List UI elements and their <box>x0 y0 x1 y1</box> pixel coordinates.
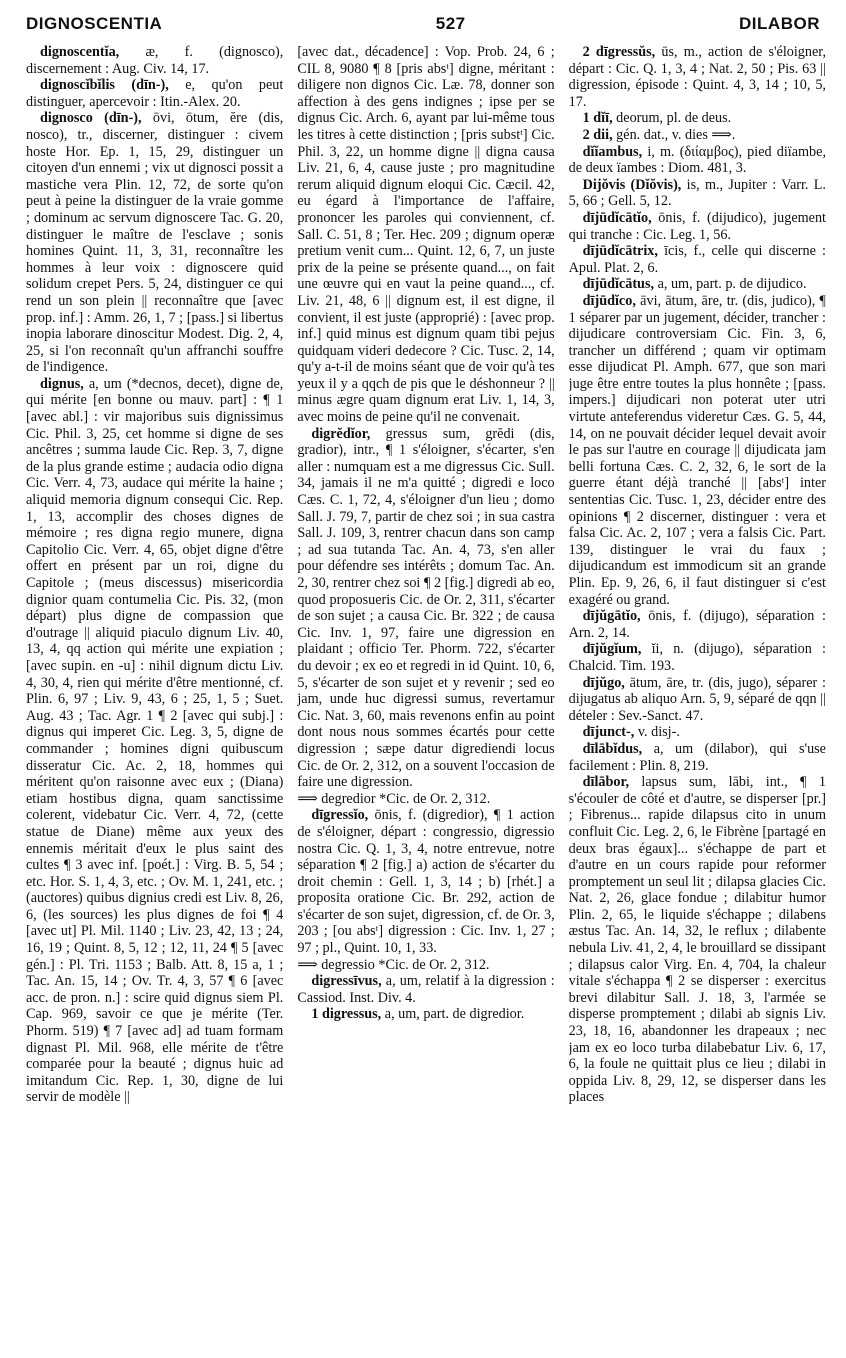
dictionary-entry <box>569 724 826 741</box>
dictionary-entry <box>297 807 554 956</box>
entry-headword: dījŭgĭum, <box>582 641 642 658</box>
dictionary-entry <box>569 243 826 276</box>
dictionary-entry <box>569 210 826 243</box>
entry-definition: a, um, part. p. de dijudico. <box>657 276 807 293</box>
entry-definition: ūs, m., action de s'éloigner, départ : Cic. Q. 1, 3, 4 ; Nat. 2, 50 ; Pis. 63 || digression, épisode : Quint. 4, 3, 14 ; 10, 5, 17. <box>568 44 826 110</box>
entry-headword: 1 dĭī, <box>582 110 613 127</box>
entry-headword: digrĕdĭor, <box>311 425 371 442</box>
entry-headword: 1 digressus, <box>311 1006 382 1023</box>
dictionary-entry <box>569 144 826 177</box>
entry-headword: dījŭgo, <box>582 674 625 691</box>
dictionary-entry <box>297 791 554 808</box>
dictionary-entry <box>297 426 554 791</box>
entry-definition: a, um (*decnos, decet), digne de, qui mérite [en bonne ou mauv. part] : ¶ 1 [avec abl.] : vir majoribus suis dignissimus Cic. Phil. 3, 25, cet homme si digne de ses ancêtres ; summa laude Cic. Rep. 3, 7, digne de la plus grande estime ; audacia odio digna Cic. Verr. 4, 73, audace qui mérite la haine ; aliquid memoria dignum consequi Cic. Rep. 1, 13, accomplir des choses dignes de mémoire ; res digna regio munere, digna Capitolio Cic. Verr. 4, 65, objet digne d'être offert en présent par un roi, digne du Capitole ; (meus discessus) misericordia dignior quam contumelia Cic. Pis. 32, (mon départ) plus digne de compassion que d'outrage || aliquid piaculo dignum Liv. 40, 13, 4, qq action qui mérite une expiation ; [avec supin. en -u] : nihil dignum dictu Liv. 4, 30, 4, rien qui mérite d'être mentionné, cf. Plin. 6, 97 ; Liv. 9, 43, 6 ; 25, 1, 5 ; Suet. Aug. 43 ; Tac. Agr. 1 ¶ 2 [avec qui subj.] : dignus qui imperet Cic. Leg. 3, 5, digne de commander ; homines digni quibuscum disseratur Cic. Ac. 2, 18, hommes qui méritent qu'on raisonne avec eux ; (Diana) etiam hostibus digna, quam sanctissime colerent, videbatur Cic. Verr. 4, 72, (cette statue de Diane) même aux yeux des ennemis méritait d'eux le plus saint des cultes ¶ 3 avec inf. [poét.] : Virg. B. 5, 54 ; etc. Hor. S. 1, 4, 3, etc. ; Ov. M. 1, 241, etc. ; (auctores) quibus dignius credi est Liv. 8, 26, 6, (les sources) les plus dignes de foi ¶ 4 [avec ut] Pl. Mil. 1140 ; Liv. 23, 42, 13 ; 24, 16, 19 ; Quint. 8, 5, 12 ; 12, 11, 24 ¶ 5 [avec gén.] : Pl. Tri. 1153 ; Balb. Att. 8, 15 a, 1 ; Tac. An. 15, 14 ; Ov. Tr. 4, 3, 57 ¶ 6 [avec acc. de pron. n.] : scire quid dignus siem Pl. Cap. 969, savoir ce que je mérite (Ter. Phorm. 519) ¶ 7 [avec ad] ad tuam formam dignast Pl. Mil. 968, elle mérite de t'être comparée pour la beauté ; dignus huic ad imitandum Cic. Rep. 1, 30, digne de lui servir de modèle || <box>26 375 284 1106</box>
dictionary-entry <box>297 973 554 1006</box>
entry-headword: 2 dīgressŭs, <box>582 44 656 60</box>
dictionary-entry <box>569 293 826 608</box>
column-1 <box>26 44 283 1350</box>
entry-headword: dignoscentĭa, <box>40 44 120 60</box>
entry-headword: Dijŏvis (Dĭŏvis), <box>582 176 682 193</box>
entry-headword: dījŭgātĭo, <box>582 608 641 625</box>
dictionary-entry <box>569 774 826 1106</box>
entry-definition: [avec dat., décadence] : Vop. Prob. 24, 6 ; CIL 8, 9080 ¶ 8 [pris absᵗ] digne, méritant : diligere non dignos Cic. Læ. 78, donner son affection à des gens indignes ; ipse per se dignus Cic. Arch. 6, ayant par lui-même tous les titres à cette distinction ; [pris substᵗ] Cic. Phil. 3, 22, un homme digne || digna causa Liv. 21, 6, 4, cause juste ; pro magnitudine rerum aliquid dignum eloqui Cic. Cæcil. 42, eu égard à l'importance de l'affaire, prononcer les paroles qui conviennent, cf. Sall. C. 51, 8 ; Ter. Hec. 209 ; dignum operæ pretium venit cum... Quint. 12, 6, 7, un juste prix de la peine se présente quand..., on fait une œuvre qui en vaut la peine quand..., cf. Liv. 21, 48, 6 || dignum est, il est digne, il convient, il est juste (approprié) : [avec prop. inf.] quid minus est dignum quam tibi pejus quidquam videri dedecore ? Cic. Tusc. 2, 14, qu'y a-t-il de moins séant que de voir qu'à tes yeux il y a qqch de pis que le déshonneur ? || minus ægre quam dignum erat Liv. 1, 14, 3, avec moins de peine qu'il ne convenait. <box>297 44 555 426</box>
dictionary-entry <box>569 110 826 127</box>
entry-definition: v. disj-. <box>637 724 680 741</box>
dictionary-entry <box>26 44 283 77</box>
dictionary-entry <box>569 177 826 210</box>
entry-headword: dignoscĭbĭlis (dīn-), <box>40 77 169 94</box>
entry-definition: īcis, f., celle qui discerne : Apul. Plat. 2, 6. <box>568 243 826 276</box>
entry-definition: a, um, part. de digredior. <box>384 1006 525 1023</box>
entry-definition: āvi, ātum, āre, tr. (dis, judico), ¶ 1 séparer par un jugement, décider, trancher : dijudicare controversiam Cic. Fin. 3, 6, trancher un différend ; quam vir optimam esse dijudicat Pl. Amph. 677, que son mari juge être entre toutes la plus honnête ; [pass. impers.] dijudicari non poterat uter utri virtute anteferendus videretur Cæs. G. 5, 44, 14, on ne pouvait décider lequel devait avoir le pas sur l'autre en courage || dijudicata jam belli fortuna Cæs. C. 2, 32, 6, le sort de la guerre étant déjà tranché || [absᵗ] inter sententias Cic. Tusc. 1, 23, décider entre des opinions ¶ 2 discerner, distinguer : vera et falsa Cic. Ac. 2, 107 ; vera a falsis Cic. Part. 139, distinguer le vrai du faux ; dijudicandum est immodicum sit an grande Plin. Ep. 9, 26, 6, il faut distinguer si c'est exagéré ou grand. <box>568 292 826 608</box>
dictionary-entry <box>569 608 826 641</box>
entry-definition: a, um (dilabor), qui s'use facilement : Plin. 8, 219. <box>568 740 826 774</box>
entry-definition: gén. dat., v. dies ⟹. <box>616 126 736 143</box>
entry-definition: ĭi, n. (dijugo), séparation : Chalcid. Tim. 193. <box>568 641 826 674</box>
dictionary-entry <box>569 741 826 774</box>
entry-definition: i, m. (διίαμβος), pied diïambe, de deux ïambes : Diom. 481, 3. <box>568 143 826 177</box>
entry-definition: ōnis, f. (dijugo), séparation : Arn. 2, 14. <box>568 608 826 641</box>
column-3 <box>569 44 826 1350</box>
entry-definition: e, qu'on peut distinguer, apercevoir : Itin.-Alex. 20. <box>26 77 284 110</box>
entry-definition: ōnis, f. (digredior), ¶ 1 action de s'éloigner, départ : congressio, digressio nostra Cic. Q. 1, 3, 4, notre entrevue, notre séparation ¶ 2 [fig.] a) action de s'écarter du droit chemin : Gell. 1, 3, 14 ; b) [rhét.] a proposita oratione Cic. Br. 292, action de s'écarter de son sujet, digression, cf. de Or. 3, 203 ; [ou absᵗ] digression : Cic. Inv. 1, 27 ; 97 ; pl., Quint. 10, 1, 33. <box>297 807 555 957</box>
entry-headword: dījūdĭco, <box>582 292 636 309</box>
entry-definition: ōnis, f. (dijudico), jugement qui tranche : Cic. Leg. 1, 56. <box>568 209 826 243</box>
entry-definition: ōvi, ōtum, ĕre (dis, nosco), tr., discerner, distinguer : civem hoste Hor. Ep. 1, 15, 29, distinguer un citoyen d'un ennemi ; vix ut dignosci possit a mastiche vera Plin. 12, 72, de sorte qu'on peut à peine la distinguer de la vraie gomme ; dominum ac servum dignoscere Tac. G. 20, distinguer le maître de l'esclave ; sonis homines Quint. 11, 3, 31, reconnaître les hommes à leur voix : dignoscere quid solidum crepet Pers. 5, 24, distinguer ce qui rend un son plein || reconnaître que [avec prop. inf.] : Amm. 26, 1, 7 ; [pass.] si libertus inopia laborare dinoscitur Modest. Dig. 2, 4, 25, si l'on reconnaît qu'un affranchi souffre de l'indigence. <box>26 110 284 376</box>
entry-headword: dignus, <box>40 375 84 392</box>
dictionary-entry <box>569 641 826 674</box>
entry-headword: 2 dii, <box>582 126 613 143</box>
dictionary-entry <box>569 276 826 293</box>
entry-definition: a, um, relatif à la digression : Cassiod. Inst. Div. 4. <box>297 973 555 1006</box>
entry-headword: dījūdĭcātrix, <box>582 243 658 260</box>
entry-headword: dījunct-, <box>582 724 635 741</box>
entry-definition: æ, f. (dignosco), discernement : Aug. Civ. 14, 17. <box>26 44 284 77</box>
entry-definition: ⟹ degressio *Cic. de Or. 2, 312. <box>297 956 490 973</box>
entry-definition: is, m., Jupiter : Varr. L. 5, 66 ; Gell. 5, 12. <box>568 176 826 210</box>
entry-definition: ⟹ degredior *Cic. de Or. 2, 312. <box>297 790 491 807</box>
entry-headword: dignosco (dīn-), <box>40 110 142 127</box>
entry-headword: dĭĭambus, <box>582 143 643 160</box>
entry-headword: digressīvus, <box>311 973 382 990</box>
dictionary-entry <box>297 957 554 974</box>
entry-headword: dījūdĭcātĭo, <box>582 209 652 226</box>
dictionary-entry <box>569 675 826 725</box>
running-header <box>26 14 820 40</box>
entry-definition: deorum, pl. de deus. <box>616 110 732 127</box>
dictionary-entry <box>26 376 283 1106</box>
text-columns <box>26 44 826 1350</box>
entry-headword: dīlābor, <box>582 774 630 791</box>
entry-headword: dīlābĭdus, <box>582 740 643 757</box>
entry-definition: gressus sum, grĕdi (dis, gradior), intr., ¶ 1 s'éloigner, s'écarter, s'en aller : numquam est a me digressus Cic. Sull. 34, jamais il ne m'a quitté ; digredi e loco Cæs. C. 1, 72, 4, s'éloigner d'un lieu ; domo Sall. J. 79, 7, partir de chez soi ; in sua castra Sall. J. 109, 3, rentrer chacun dans son camp ; ad sua tutanda Tac. An. 4, 73, s'en aller pour défendre ses intérêts ; domum Tac. An. 2, 30, rentrer chez soi ¶ 2 [fig.] digredi ab eo, quod proposueris Cic. de Or. 2, 311, s'écarter de son sujet ; a causa Cic. Br. 322 ; de causa Cic. Inv. 1, 97, faire une digression en plaidant ; officio Ter. Phorm. 722, s'écarter du devoir ; ex eo et regredi in id Quint. 10, 6, 5, s'écarter de son sujet et y revenir ; sed eo jam, unde huc digressi sumus, revertamur Cic. Nat. 3, 60, mais revenons enfin au point dont nous nous sommes écartés pour cette digression ; sæpe datur digrediendi locus Cic. de Or. 2, 312, on a souvent l'occasion de faire une digression. <box>297 425 555 791</box>
column-2 <box>297 44 554 1350</box>
entry-definition: ātum, āre, tr. (dis, jugo), séparer : dijugatus ab aliquo Arn. 5, 9, séparé de qqn || dételer : Sev.-Sanct. 47. <box>568 674 826 724</box>
header-left-guideword: DIGNOSCENTIA <box>26 14 163 33</box>
entry-headword: dījūdĭcātus, <box>582 276 655 293</box>
page-number: 527 <box>435 14 466 33</box>
entry-definition: lapsus sum, lābi, int., ¶ 1 s'écouler de côté et d'autre, se disperser [pr.] ; Fibrenus... rapide dilapsus cito in unum confluit Cic. Leg. 2, 6, le Fibrène [partagé en deux bras égaux]... s'échappe de part et d'autre en un cours rapide pour reformer promptement un seul lit ; dilapsa glacies Cic. Nat. 2, 26, glace fondue ; dilabitur humor Plin. 2, 65, le liquide s'échappe ; dilabens æstus Tac. An. 14, 32, le reflux ; dilabente nebula Liv. 41, 2, 4, le brouillard se dissipant ; dilapsus calor Virg. En. 4, 704, la chaleur vitale s'échappa ¶ 2 se disperser : exercitus brevi dilabitur Sall. J. 18, 3, l'armée se disperse promptement ; dilabi ab signis Liv. 23, 18, 16, abandonner les drapeaux ; nec jam ex eo loco turba dilabebatur Liv. 6, 17, 6, la foule ne quittait plus ce lieu ; dilabi in oppida Liv. 8, 29, 12, se disperser dans les places <box>568 774 826 1106</box>
entry-headword: dīgressĭo, <box>311 807 369 824</box>
dictionary-entry <box>26 110 283 376</box>
dictionary-entry <box>297 44 554 426</box>
dictionary-entry <box>26 77 283 110</box>
dictionary-entry <box>569 127 826 144</box>
dictionary-entry <box>569 44 826 110</box>
header-right-guideword: DILABOR <box>739 14 820 33</box>
dictionary-entry <box>297 1006 554 1023</box>
